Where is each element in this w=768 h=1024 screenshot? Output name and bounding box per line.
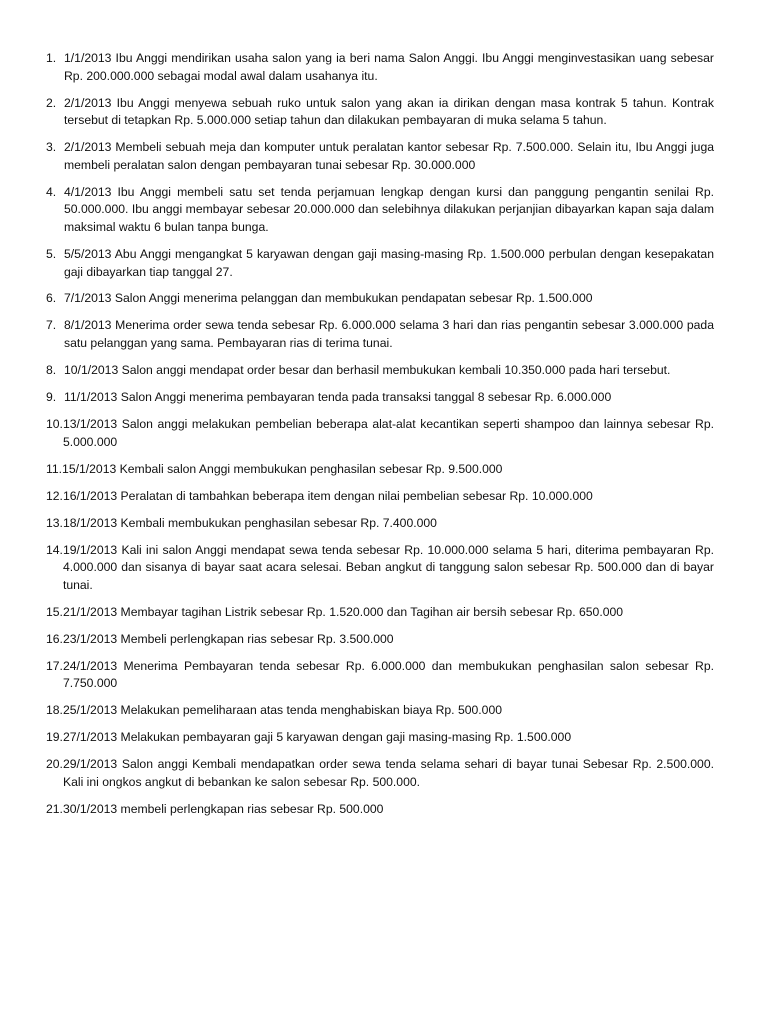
item-text: 5/5/2013 Abu Anggi mengangkat 5 karyawan dengan gaji masing-masing Rp. 1.500.000 perbulan dengan kesepakatan gaji dibayarkan tiap tanggal 27.: [64, 246, 714, 279]
list-item: [46, 801, 714, 819]
item-number: 4.: [46, 184, 57, 199]
list-item: [46, 542, 714, 595]
item-number: 17.: [46, 658, 63, 673]
list-item: [46, 461, 714, 479]
item-text: 24/1/2013 Menerima Pembayaran tenda sebesar Rp. 6.000.000 dan membukukan penghasilan salon sebesar Rp. 7.750.000: [62, 658, 714, 691]
item-text: 15/1/2013 Kembali salon Anggi membukukan penghasilan sebesar Rp. 9.500.000: [62, 461, 503, 476]
list-item: [46, 416, 714, 451]
item-text: 13/1/2013 Salon anggi melakukan pembelian beberapa alat-alat kecantikan seperti shampoo dan lainnya sebesar Rp. 5.000.000: [62, 417, 714, 449]
list-item: [46, 702, 714, 720]
item-number: 12.: [46, 488, 63, 503]
list-item: [46, 604, 714, 622]
item-number: 2.: [46, 95, 57, 110]
list-item: [46, 488, 714, 506]
item-number: 13.: [46, 515, 63, 530]
item-number: 3.: [46, 140, 57, 155]
item-text: 2/1/2013 Ibu Anggi menyewa sebuah ruko untuk salon yang akan ia dirikan dengan masa kontrak 5 tahun. Kontrak tersebut di tetapkan Rp. 5.000.000 setiap tahun dan dilakukan pembayaran di muka selama 5 tahun.: [64, 95, 714, 128]
item-text: 1/1/2013 Ibu Anggi mendirikan usaha salon yang ia beri nama Salon Anggi. Ibu Anggi menginvestasikan uang sebesar Rp. 200.000.000 sebagai modal awal dalam usahanya itu.: [64, 51, 714, 83]
item-number: 7.: [46, 318, 57, 333]
item-text: 19/1/2013 Kali ini salon Anggi mendapat sewa tenda sebesar Rp. 10.000.000 selama 5 hari, diterima pembayaran Rp. 4.000.000 dan sisanya di bayar saat acara selesai. Beban angkut di tanggung salon sebesar Rp. 500.000 dan di bayar tunai.: [62, 542, 714, 592]
item-number: 6.: [46, 291, 57, 306]
item-text: 23/1/2013 Membeli perlengkapan rias sebesar Rp. 3.500.000: [62, 631, 394, 646]
item-text: 8/1/2013 Menerima order sewa tenda sebesar Rp. 6.000.000 selama 3 hari dan rias pengantin sebesar 3.000.000 pada satu pelanggan yang sama. Pembayaran rias di terima tunai.: [64, 318, 714, 351]
list-item: [46, 95, 714, 130]
transaction-list: [46, 50, 714, 828]
list-item: [46, 729, 714, 747]
item-text: 2/1/2013 Membeli sebuah meja dan komputer untuk peralatan kantor sebesar Rp. 7.500.000. Selain itu, Ibu Anggi juga membeli peralatan salon dengan pembayaran tunai sebesar Rp. 30.000.000: [64, 140, 714, 172]
list-item: [46, 658, 714, 693]
item-number: 20.: [46, 757, 63, 772]
item-text: 4/1/2013 Ibu Anggi membeli satu set tenda perjamuan lengkap dengan kursi dan panggung pengantin senilai Rp. 50.000.000. Ibu anggi membayar sebesar 20.000.000 dan selebihnya dilakukan perjanjian dibayarkan kapan saja dalam maksimal waktu 6 bulan tanpa bunga.: [64, 184, 714, 234]
item-number: 19.: [46, 730, 63, 745]
item-text: 16/1/2013 Peralatan di tambahkan beberapa item dengan nilai pembelian sebesar Rp. 10.000.000: [62, 488, 593, 503]
item-number: 5.: [46, 246, 57, 261]
item-number: 10.: [46, 417, 63, 432]
list-item: [46, 362, 714, 380]
item-number: 9.: [46, 390, 57, 405]
list-item: [46, 290, 714, 308]
item-text: 10/1/2013 Salon anggi mendapat order besar dan berhasil membukukan kembali 10.350.000 pada hari tersebut.: [64, 363, 671, 378]
item-number: 15.: [46, 604, 63, 619]
item-text: 18/1/2013 Kembali membukukan penghasilan sebesar Rp. 7.400.000: [62, 515, 437, 530]
list-item: [46, 50, 714, 85]
item-number: 14.: [46, 542, 63, 557]
list-item: [46, 317, 714, 352]
item-number: 11.: [46, 461, 63, 476]
list-item: [46, 756, 714, 791]
list-item: [46, 184, 714, 237]
item-text: 27/1/2013 Melakukan pembayaran gaji 5 karyawan dengan gaji masing-masing Rp. 1.500.000: [62, 730, 572, 745]
list-item: [46, 389, 714, 407]
list-item: [46, 139, 714, 174]
item-text: 29/1/2013 Salon anggi Kembali mendapatkan order sewa tenda selama sehari di bayar tunai Sebesar Rp. 2.500.000. Kali ini ongkos angkut di bebankan ke salon sebesar Rp. 500.000.: [62, 757, 714, 789]
item-text: 25/1/2013 Melakukan pemeliharaan atas tenda menghabiskan biaya Rp. 500.000: [62, 703, 503, 718]
item-text: 30/1/2013 membeli perlengkapan rias sebesar Rp. 500.000: [62, 801, 384, 816]
item-text: 7/1/2013 Salon Anggi menerima pelanggan dan membukukan pendapatan sebesar Rp. 1.500.000: [64, 291, 593, 306]
item-number: 1.: [46, 51, 57, 65]
item-number: 8.: [46, 363, 57, 378]
item-number: 16.: [46, 631, 63, 646]
item-number: 18.: [46, 703, 63, 718]
item-number: 21.: [46, 801, 63, 816]
list-item: [46, 515, 714, 533]
list-item: [46, 631, 714, 649]
item-text: 11/1/2013 Salon Anggi menerima pembayaran tenda pada transaksi tanggal 8 sebesar Rp. 6.000.000: [64, 390, 612, 405]
list-item: [46, 246, 714, 281]
item-text: 21/1/2013 Membayar tagihan Listrik sebesar Rp. 1.520.000 dan Tagihan air bersih sebesar Rp. 650.000: [62, 604, 624, 619]
